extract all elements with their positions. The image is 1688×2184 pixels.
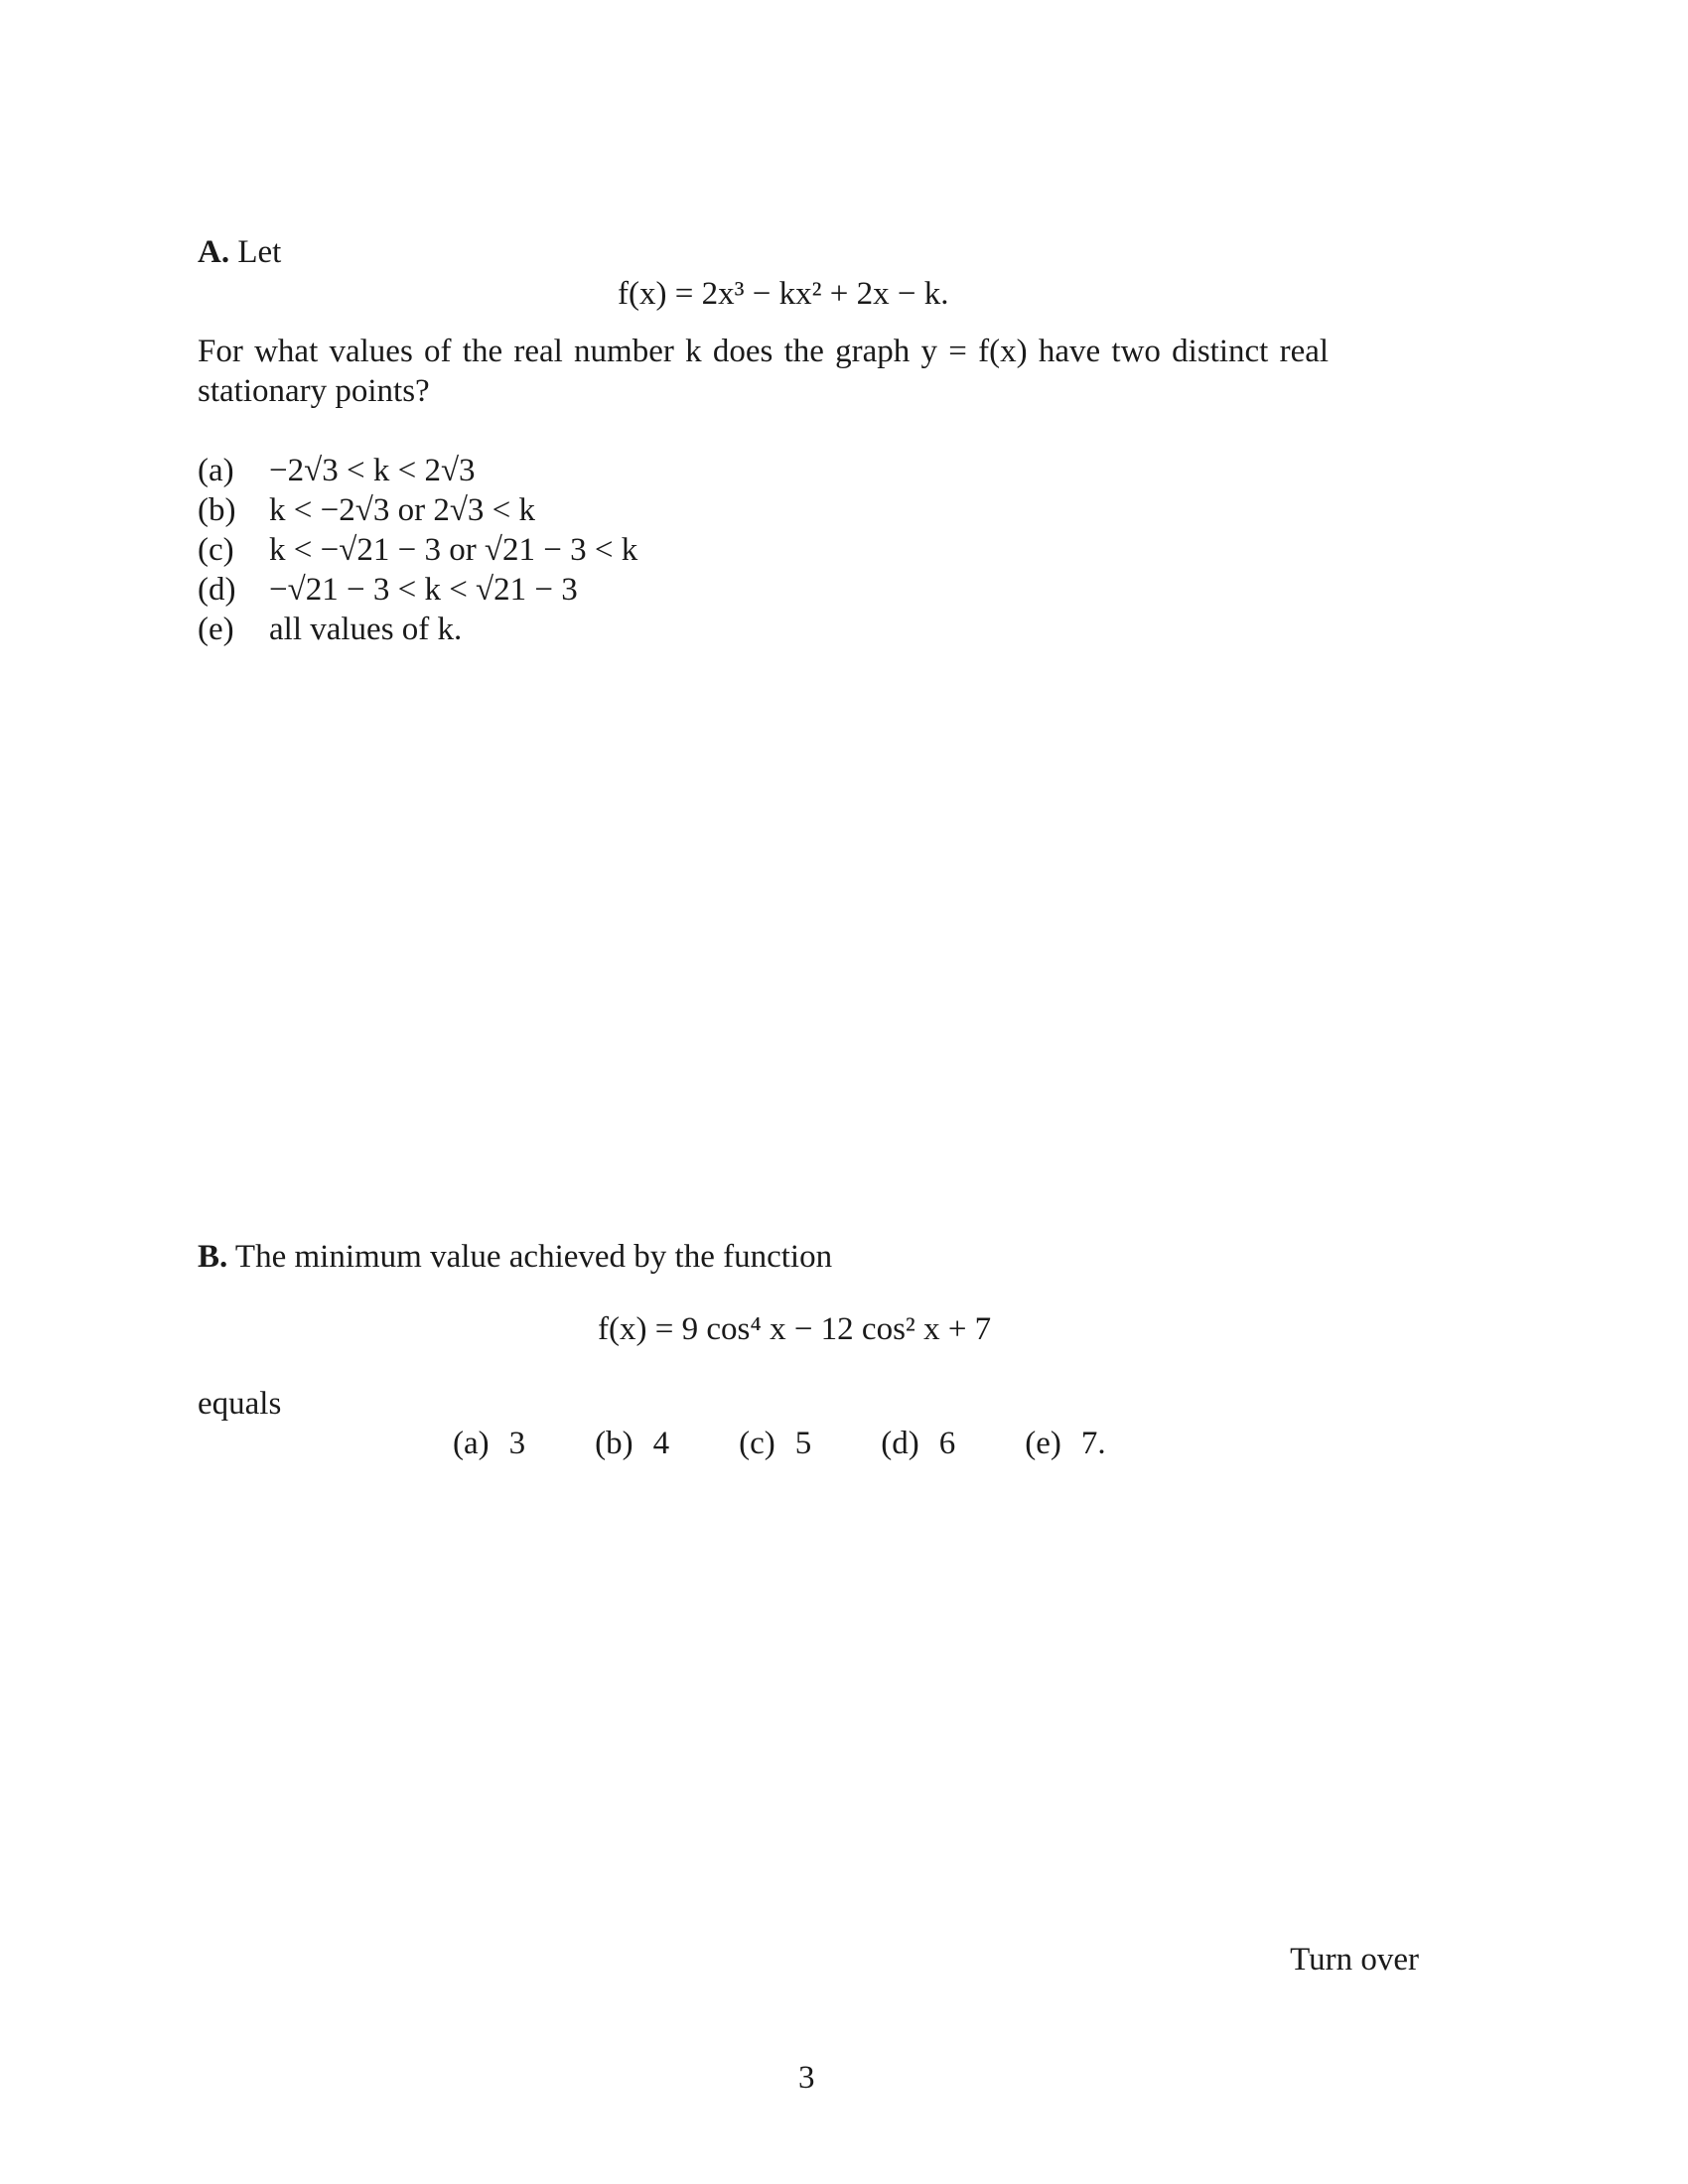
page-number: 3 [798, 2060, 815, 2096]
option-value: 4 [652, 1426, 670, 1461]
option-label: (e) [198, 612, 234, 647]
problem-b-option-a [453, 1428, 525, 1460]
option-label: (c) [198, 532, 234, 568]
problem-a-question-line2: stationary points? [198, 373, 430, 409]
option-value: 7. [1080, 1426, 1106, 1461]
problem-a-option-e [198, 614, 462, 646]
turn-over-note: Turn over [1290, 1942, 1419, 1978]
problem-b-option-c [739, 1428, 811, 1460]
option-text: −2√3 < k < 2√3 [269, 453, 476, 488]
problem-a-equation: f(x) = 2x³ − kx² + 2x − k. [618, 276, 949, 312]
option-text: all values of k. [269, 612, 463, 647]
option-label: (d) [881, 1426, 919, 1461]
problem-b-label: B. [198, 1239, 228, 1275]
problem-b-option-d [881, 1428, 955, 1460]
option-value: 3 [508, 1426, 526, 1461]
problem-a-option-a [198, 455, 476, 487]
problem-b-intro: The minimum value achieved by the function [234, 1239, 833, 1275]
option-text: k < −√21 − 3 or √21 − 3 < k [269, 532, 638, 568]
problem-b-option-e [1025, 1428, 1105, 1460]
option-label: (a) [198, 453, 234, 488]
problem-a-question-line1: For what values of the real number k does the graph y = f(x) have two distinct real [198, 334, 1330, 369]
option-label: (c) [739, 1426, 775, 1461]
problem-b-options [453, 1428, 1106, 1460]
problem-a-heading [198, 236, 281, 269]
problem-a-option-c [198, 534, 637, 567]
option-label: (a) [453, 1426, 490, 1461]
problem-a-option-b [198, 494, 535, 527]
problem-a-label: A. [198, 234, 230, 270]
option-label: (d) [198, 572, 236, 608]
option-label: (b) [595, 1426, 633, 1461]
problem-b-equation: f(x) = 9 cos⁴ x − 12 cos² x + 7 [598, 1311, 992, 1347]
problem-a-intro: Let [237, 234, 282, 270]
option-label: (b) [198, 492, 236, 528]
problem-a-option-d [198, 574, 578, 607]
option-label: (e) [1025, 1426, 1061, 1461]
option-value: 6 [938, 1426, 956, 1461]
option-text: k < −2√3 or 2√3 < k [269, 492, 536, 528]
problem-b-heading [198, 1241, 832, 1274]
option-value: 5 [794, 1426, 812, 1461]
problem-b-equals: equals [198, 1386, 282, 1422]
option-text: −√21 − 3 < k < √21 − 3 [269, 572, 578, 608]
problem-b-option-b [595, 1428, 669, 1460]
